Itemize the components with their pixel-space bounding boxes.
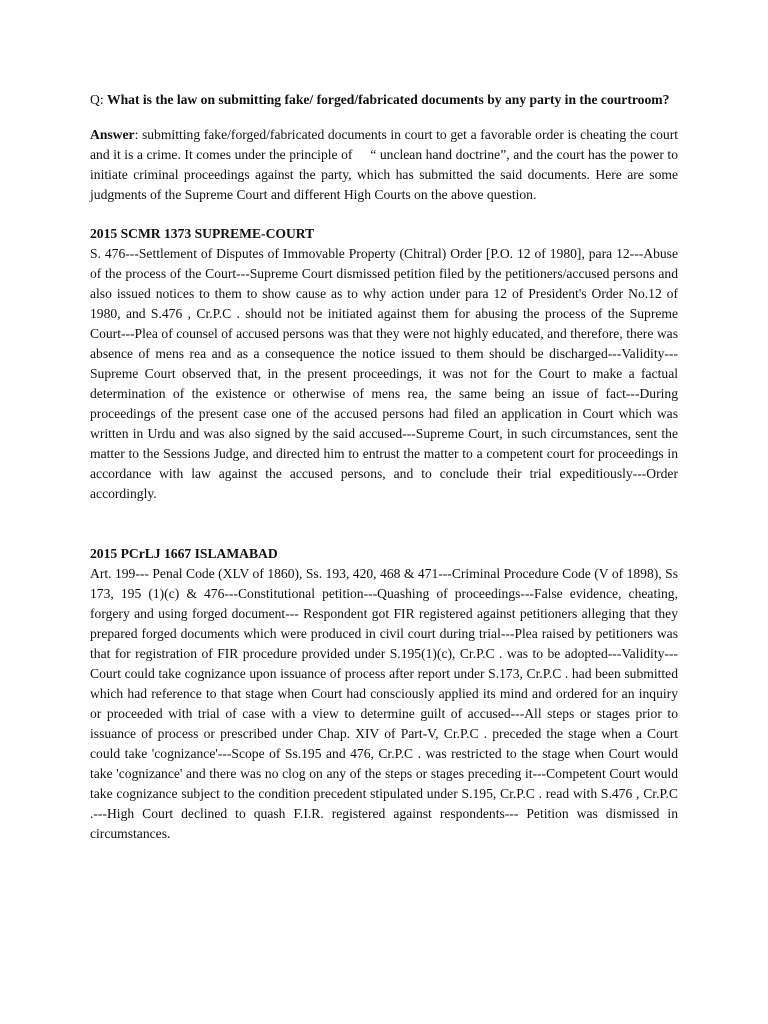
case-body: S. 476---Settlement of Disputes of Immovable Property (Chitral) Order [P.O. 12 of 1980], para 12---Abuse of the process of the Court---Supreme Court dismissed petition filed by the petitioners/accused persons and also issued notices to them to show cause as to why action under para 12 of President's Order No.12 of 1980, and S.476 , Cr.P.C . should not be initiated against them for abusing the process of the Supreme Court---Plea of counsel of accused persons was that they were not highly educated, and therefore, there was absence of mens rea and as a consequence the notice issued to them should be discharged---Validity---Supreme Court observed that, in the present proceedings, it was not for the Court to make a factual determination of the existence or otherwise of mens rea, the same being an issue of fact---During proceedings of the present case one of the accused persons had filed an application in Court which was written in Urdu and was also signed by the said accused---Supreme Court, in such circumstances, sent the matter to the Sessions Judge, and directed him to entrust the matter to a competent court for proceedings in accordance with law against the accused persons, and to conclude their trial expeditiously---Order accordingly. xyxy=(90,246,678,501)
case-section-scmr xyxy=(90,224,678,504)
answer-text: : submitting fake/forged/fabricated documents in court to get a favorable order is cheating the court and it is a crime. It comes under the principle of “ unclean hand doctrine”, and the court has the power to initiate criminal proceedings against the party, which has submitted the said documents. Here are some judgments of the Supreme Court and different High Courts on the above question. xyxy=(90,127,678,202)
case-section-pcrlj xyxy=(90,544,678,844)
case-heading: 2015 PCrLJ 1667 ISLAMABAD xyxy=(90,546,278,561)
question-paragraph xyxy=(90,90,678,110)
answer-paragraph xyxy=(90,125,678,205)
document-page xyxy=(90,90,678,844)
case-body: Art. 199--- Penal Code (XLV of 1860), Ss. 193, 420, 468 & 471---Criminal Procedure Code (V of 1898), Ss 173, 195 (1)(c) & 476---Constitutional petition---Quashing of proceedings---False evidence, cheating, forgery and using forged document--- Respondent got FIR registered against petitioners alleging that they prepared forged documents which were produced in civil court during trial---Plea raised by petitioners was that for registration of FIR procedure provided under S.195(1)(c), Cr.P.C . was to be adopted---Validity---Court could take cognizance upon issuance of process after report under S.173, Cr.P.C . had been submitted which had reference to that stage when Court had consciously applied its mind and ordered for an inquiry or proceeded with trial of case with a view to determine guilt of accused---All steps or stages prior to issuance of process or prescribed under Chap. XIV of Part-V, Cr.P.C . preceded the stage when a Court could take 'cognizance'---Scope of Ss.195 and 476, Cr.P.C . was restricted to the stage when Court would take 'cognizance' and there was no clog on any of the steps or stages preceding it---Competent Court would take cognizance subject to the condition precedent stipulated under S.195, Cr.P.C . read with S.476 , Cr.P.C .---High Court declined to quash F.I.R. registered against respondents--- Petition was dismissed in circumstances. xyxy=(90,566,678,841)
answer-label: Answer xyxy=(90,127,135,142)
question-text: What is the law on submitting fake/ forged/fabricated documents by any party in the courtroom? xyxy=(107,92,670,107)
question-prefix: Q: xyxy=(90,92,107,107)
case-heading: 2015 SCMR 1373 SUPREME-COURT xyxy=(90,226,315,241)
